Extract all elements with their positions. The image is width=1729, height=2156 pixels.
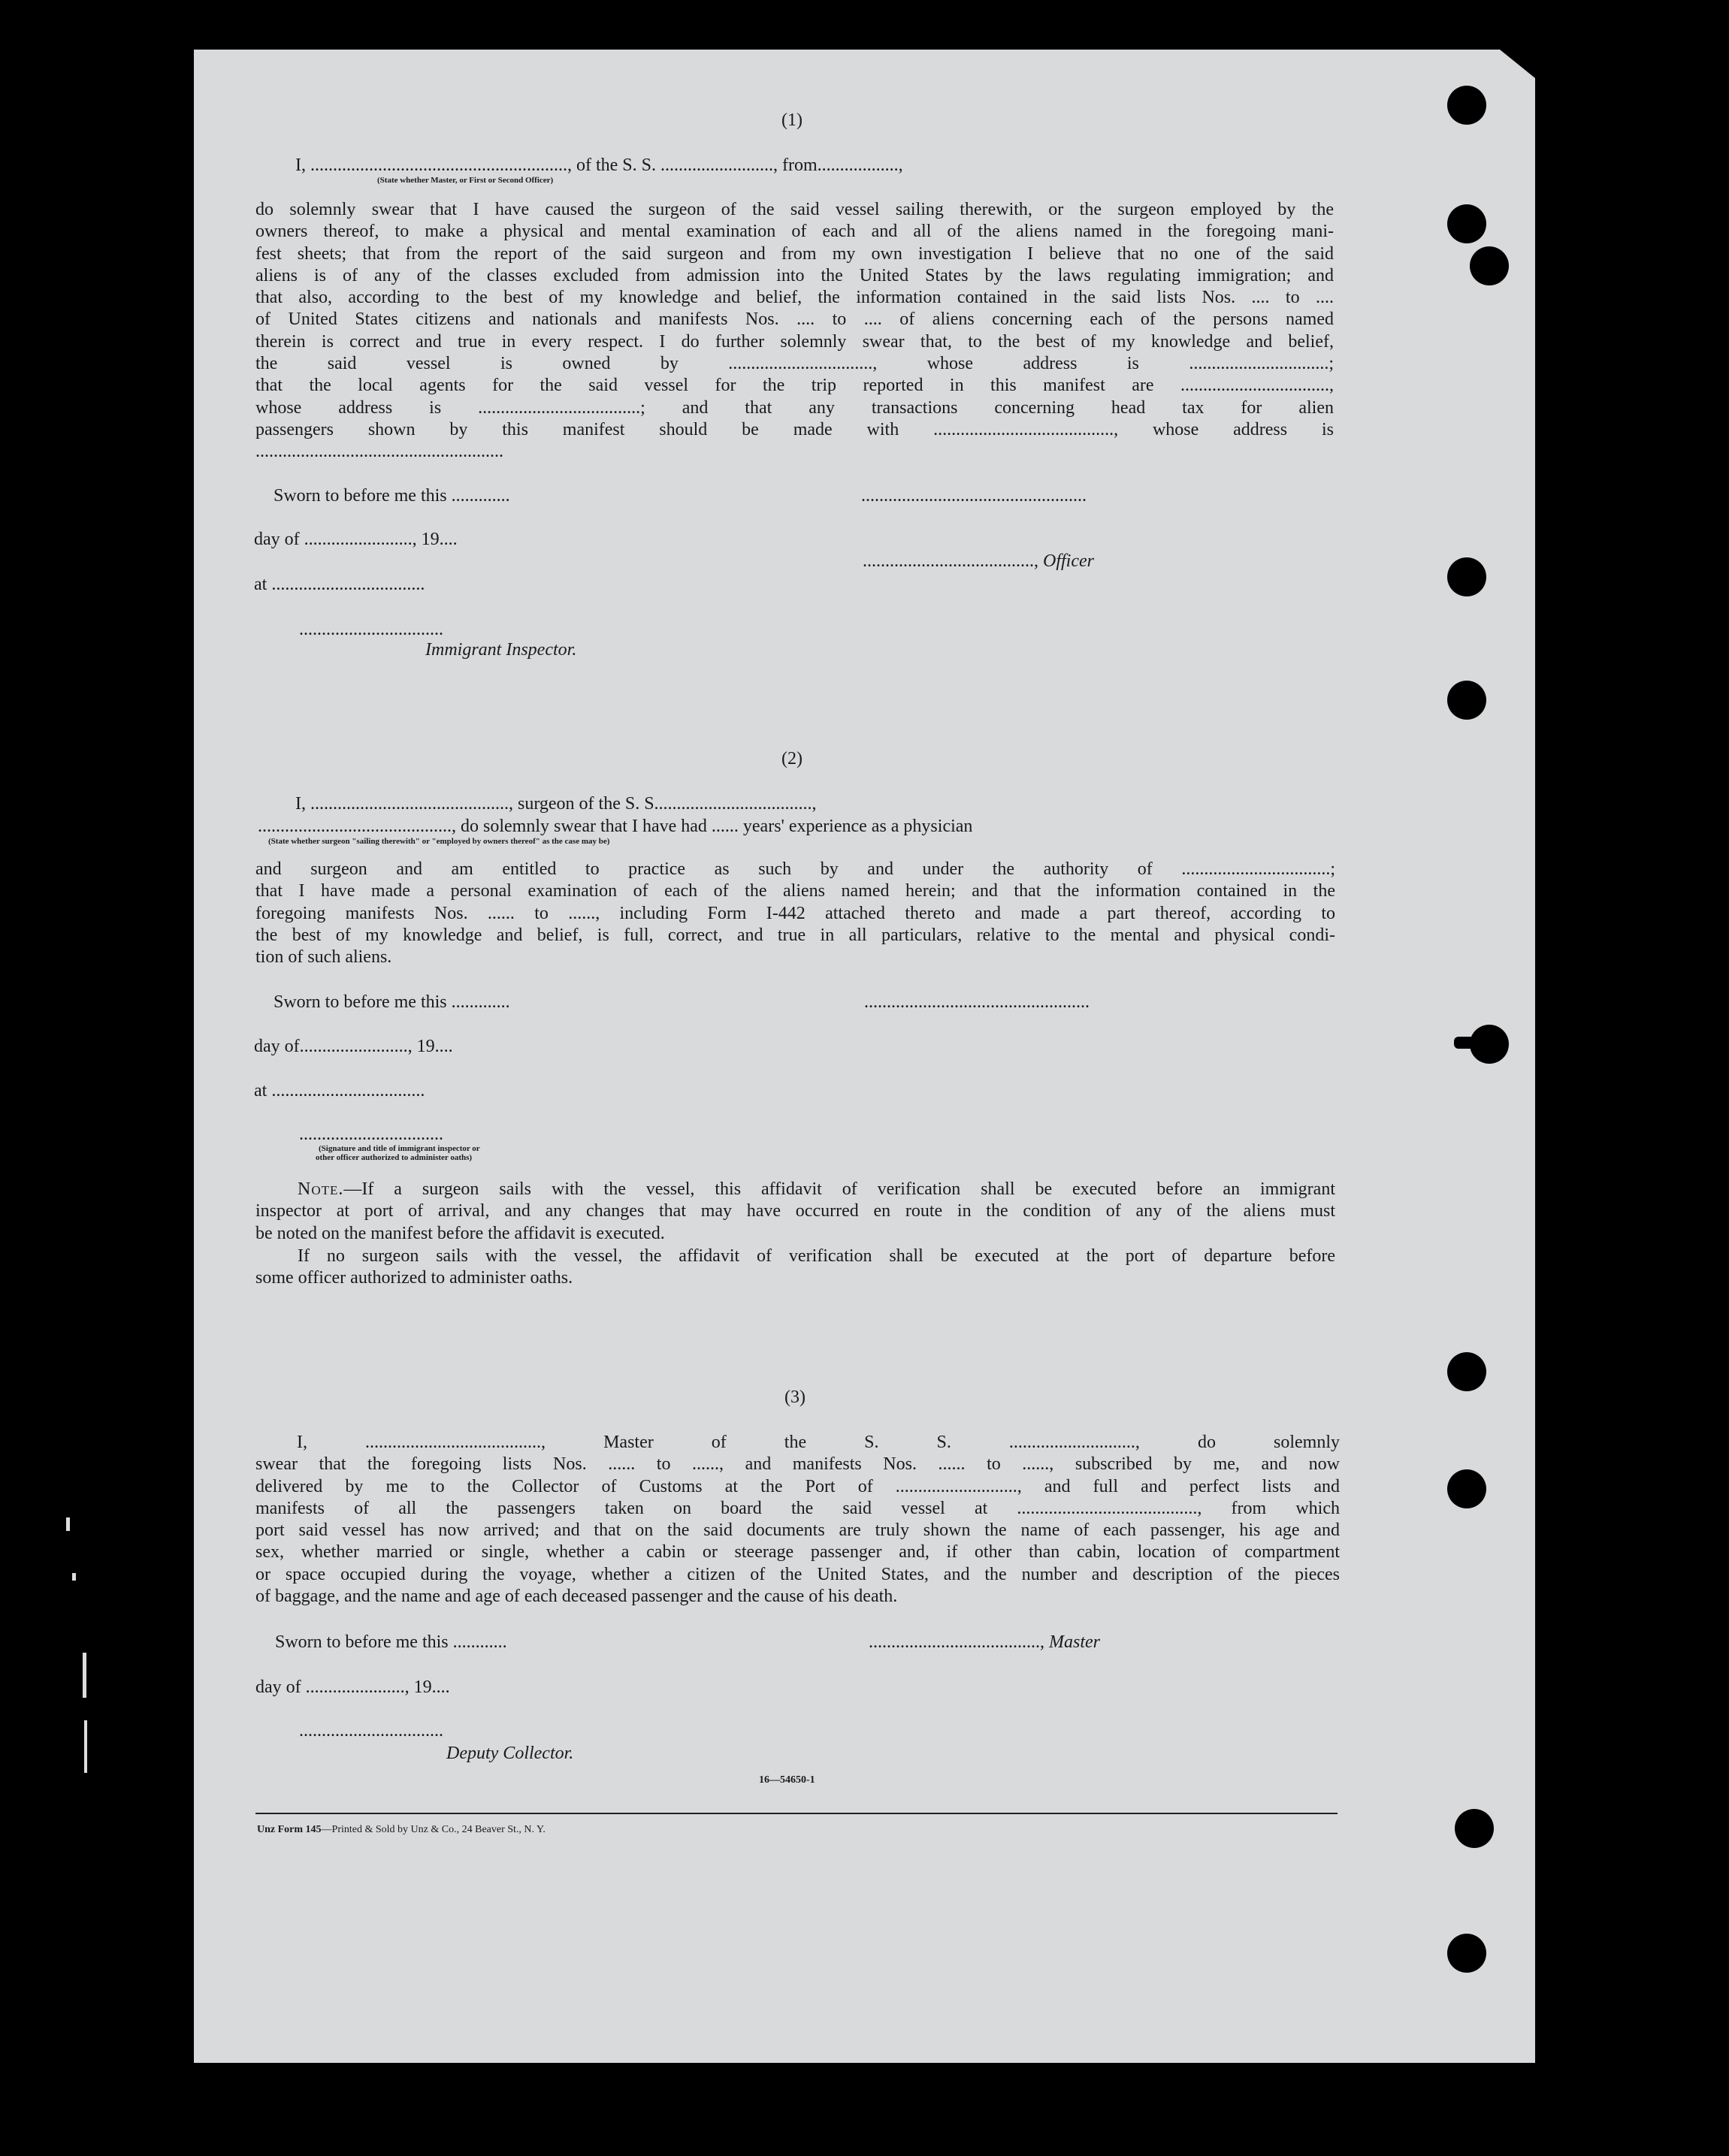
paragraph-line: do solemnly swear that I have caused the surgeon of the said vessel sailing therewith, or the surgeon employed by the	[255, 200, 1334, 219]
paragraph-line: passengers shown by this manifest should be made with ........................................, whose address is	[255, 419, 1334, 439]
section-1-at: at ..................................	[254, 575, 425, 594]
binder-hole	[1447, 1352, 1486, 1391]
paragraph-line: swear that the foregoing lists Nos. ...... to ......, and manifests Nos. ...... to ......, subscribed by me, and now	[255, 1454, 1340, 1475]
paragraph-line: the best of my knowledge and belief, is full, correct, and true in all particulars, relative to the mental and physical condi-	[255, 925, 1335, 945]
form-label: Unz Form 145	[257, 1824, 322, 1835]
printer-imprint	[257, 1824, 546, 1836]
paragraph-line: manifests of all the passengers taken on board the said vessel at ........................................, from which	[255, 1498, 1340, 1518]
section-1-sworn: Sworn to before me this .............	[274, 486, 510, 506]
officer-label: Officer	[1043, 551, 1094, 571]
paragraph-line: and surgeon and am entitled to practice as such by and under the authority of .................................;	[255, 859, 1335, 879]
section-2-note-2	[255, 1246, 1335, 1290]
section-3-day: day of ......................, 19....	[255, 1677, 450, 1697]
section-1-caption: (State whether Master, or First or Second Officer)	[377, 176, 554, 185]
binder-hole	[1447, 204, 1486, 243]
section-1-line-1: I, ........................................................., of the S. S. ........................., from..................,	[295, 156, 903, 175]
section-2-oath-paragraph	[255, 859, 1335, 968]
paragraph-line: owners thereof, to make a physical and mental examination of each and all of the aliens named in the foregoing mani-	[255, 222, 1334, 242]
binder-hole	[1447, 681, 1486, 720]
paragraph-line: foregoing manifests Nos. ...... to ......, including Form I-442 attached thereto and made a part thereof, according to	[255, 903, 1335, 923]
section-1-day: day of ........................, 19....	[254, 530, 458, 549]
paragraph-line: that I have made a personal examination of each of the aliens named herein; and that the information contained in the	[255, 881, 1335, 901]
note-line	[255, 1179, 1335, 1200]
footer-rule	[255, 1813, 1338, 1814]
binder-hole	[1455, 1809, 1494, 1848]
printer-text: —Printed & Sold by Unz & Co., 24 Beaver St., N. Y.	[321, 1824, 546, 1835]
paragraph-line: aliens is of any of the classes excluded from admission into the United States by the laws regulating immigration; and	[255, 265, 1334, 285]
section-2-at: at ..................................	[254, 1081, 425, 1101]
section-3-oath-paragraph	[255, 1432, 1340, 1608]
section-3-collector-label: Deputy Collector.	[446, 1744, 574, 1763]
binder-hole	[1447, 1469, 1486, 1508]
section-3-master-line	[869, 1632, 1100, 1653]
scan-speck	[84, 1720, 87, 1773]
section-2-line-1: I, ............................................, surgeon of the S. S...................................,	[295, 794, 817, 814]
section-3-collector-dots: ................................	[299, 1721, 443, 1741]
paragraph-line: whose address is ....................................; and that any transactions concerning head tax for alien	[255, 397, 1334, 418]
paragraph-line: .......................................................	[255, 442, 503, 462]
scan-speck	[66, 1517, 70, 1531]
form-number: 16—54650-1	[759, 1774, 815, 1786]
section-2-sig-caption-2: other officer authorized to administer oaths)	[316, 1153, 473, 1162]
paragraph-line: of baggage, and the name and age of each deceased passenger and the cause of his death.	[255, 1587, 898, 1607]
paragraph-line: fest sheets; that from the report of the said surgeon and from my own investigation I believe that no one of the said	[255, 243, 1334, 264]
section-1-heading: (1)	[781, 110, 803, 130]
note-label: Note.	[298, 1179, 344, 1199]
note-text: —If a surgeon sails with the vessel, this affidavit of verification shall be executed before an immigrant	[343, 1179, 1335, 1199]
binder-hole	[1447, 1934, 1486, 1973]
section-2-note	[255, 1179, 1335, 1245]
officer-dots: ......................................,	[863, 551, 1043, 571]
paragraph-line: delivered by me to the Collector of Customs at the Port of ..........................., and full and perfect lists and	[255, 1476, 1340, 1496]
paragraph-line: that the local agents for the said vessel for the trip reported in this manifest are .................................,	[255, 376, 1334, 396]
paragraph-line: or space occupied during the voyage, whether a citizen of the United States, and the number and description of the pieces	[255, 1564, 1340, 1584]
section-2-day: day of........................, 19....	[254, 1037, 453, 1056]
master-label: Master	[1049, 1632, 1100, 1652]
section-2-sworn: Sworn to before me this .............	[274, 992, 510, 1012]
section-1-officer-line	[863, 551, 1094, 572]
scan-speck	[72, 1573, 76, 1581]
scan-speck	[83, 1653, 86, 1698]
section-1-inspector-dots: ................................	[299, 620, 443, 639]
section-1-inspector-label: Immigrant Inspector.	[425, 640, 577, 660]
paragraph-line: I, ......................................., Master of the S. S. ............................, do solemnly	[297, 1433, 1340, 1452]
section-1-signature-line: ..................................................	[861, 486, 1087, 506]
note-line: some officer authorized to administer oaths.	[255, 1268, 573, 1288]
paragraph-line: port said vessel has now arrived; and that on the said documents are truly shown the name of each passenger, his age and	[255, 1520, 1340, 1541]
paragraph-line: sex, whether married or single, whether a cabin or steerage passenger and, if other than cabin, location of compartment	[255, 1542, 1340, 1563]
binder-tab	[1454, 1037, 1507, 1049]
binder-hole	[1447, 557, 1486, 596]
section-2-caption: (State whether surgeon "sailing therewith" or "employed by owners thereof" as the case may be)	[268, 837, 610, 846]
section-1-oath-paragraph	[255, 199, 1334, 464]
binder-hole	[1470, 246, 1509, 285]
section-2-sig-caption-1: (Signature and title of immigrant inspector or	[319, 1144, 480, 1153]
master-dots: ......................................,	[869, 1632, 1049, 1652]
paragraph-line: therein is correct and true in every respect. I do further solemnly swear that, to the best of my knowledge and belief,	[255, 331, 1334, 352]
section-3-sworn: Sworn to before me this ............	[275, 1632, 507, 1652]
paragraph-line: that also, according to the best of my knowledge and belief, the information contained in the said lists Nos. .... to ....	[255, 288, 1334, 308]
note-line: be noted on the manifest before the affidavit is executed.	[255, 1223, 665, 1243]
note-line: inspector at port of arrival, and any changes that may have occurred en route in the condition of any of the aliens must	[255, 1201, 1335, 1221]
paragraph-line: the said vessel is owned by ................................, whose address is ...............................;	[255, 354, 1334, 374]
section-2-heading: (2)	[781, 749, 803, 768]
section-3-heading: (3)	[784, 1388, 806, 1407]
section-2-signature-line: ..................................................	[864, 992, 1090, 1012]
paragraph-line: of United States citizens and nationals and manifests Nos. .... to .... of aliens concerning each of the persons named	[255, 310, 1334, 330]
note-line: If no surgeon sails with the vessel, the affidavit of verification shall be executed at the port of departure before	[298, 1246, 1335, 1266]
section-2-line-2: ..........................................., do solemnly swear that I have had ...... years' experience as a physician	[258, 817, 973, 836]
section-2-sig-dots: ................................	[299, 1125, 443, 1144]
binder-hole	[1447, 86, 1486, 125]
paragraph-line: tion of such aliens.	[255, 947, 392, 968]
